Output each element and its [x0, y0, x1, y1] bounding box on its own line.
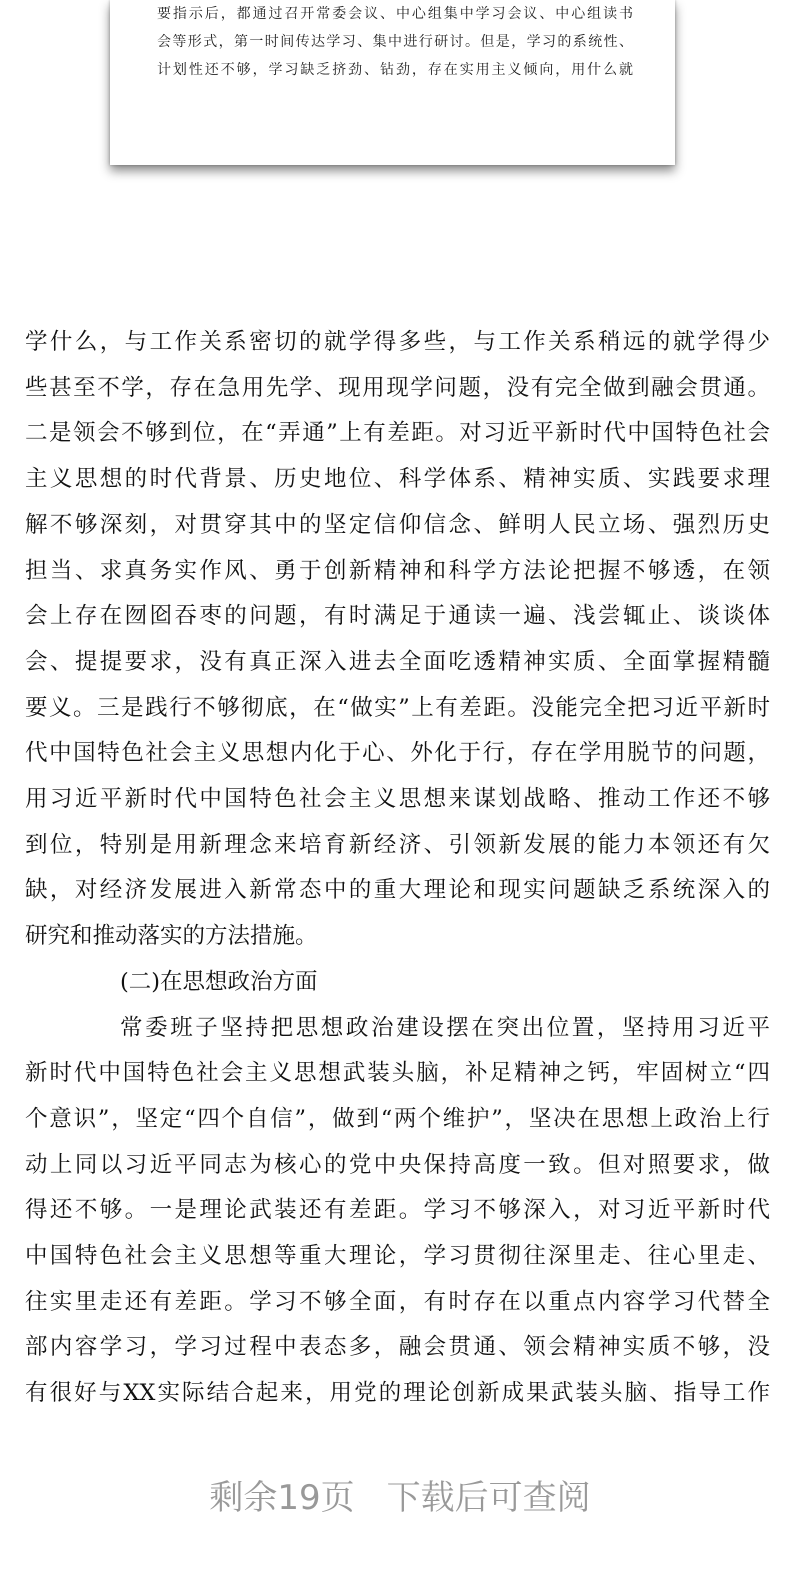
body-line: 代中国特色社会主义思想内化于心、外化于行，存在学用脱节的问题，: [25, 740, 770, 767]
body-line: 动上同以习近平同志为核心的党中央保持高度一致。但对照要求，做: [25, 1151, 770, 1178]
download-prompt[interactable]: [0, 1470, 800, 1519]
body-line: 常委班子坚持把思想政治建设摆在突出位置，坚持用习近平: [120, 1014, 770, 1041]
body-line: 会、提提要求，没有真正深入进去全面吃透精神实质、全面掌握精髓: [25, 648, 770, 675]
body-line: 用习近平新时代中国特色社会主义思想来谋划战略、推动工作还不够: [25, 786, 770, 812]
body-line: 学什么，与工作关系密切的就学得多些，与工作关系稍远的就学得少: [25, 329, 770, 355]
body-line: 要义。三是践行不够彻底，在“做实”上有差距。没能完全把习近平新时: [25, 694, 770, 721]
preview-page-card: [110, 0, 675, 165]
body-line: 主义思想的时代背景、历史地位、科学体系、精神实质、实践要求理: [25, 466, 770, 493]
body-line: 往实里走还有差距。学习不够全面，有时存在以重点内容学习代替全: [25, 1288, 770, 1315]
card-line: 要指示后，都通过召开常委会议、中心组集中学习会议、中心组读书: [157, 6, 633, 22]
body-line: 二是领会不够到位，在“弄通”上有差距。对习近平新时代中国特色社会: [25, 420, 770, 447]
body-line: 到位，特别是用新理念来培育新经济、引领新发展的能力本领还有欠: [25, 831, 770, 858]
body-line: 得还不够。一是理论武装还有差距。学习不够深入，对习近平新时代: [25, 1197, 770, 1224]
body-line: 部内容学习，学习过程中表态多，融会贯通、领会精神实质不够，没: [25, 1334, 770, 1361]
body-line: 个意识”，坚定“四个自信”，做到“两个维护”，坚决在思想上政治上行: [25, 1105, 770, 1132]
body-line: 会上存在囫囵吞枣的问题，有时满足于通读一遍、浅尝辄止、谈谈体: [25, 603, 770, 630]
remaining-pages-text: 剩余19页: [209, 1478, 355, 1518]
body-line: 解不够深刻，对贯穿其中的坚定信仰信念、鲜明人民立场、强烈历史: [25, 511, 770, 538]
section-heading: (二)在思想政治方面: [120, 968, 318, 995]
body-line: 担当、求真务实作风、勇于创新精神和科学方法论把握不够透，在领: [25, 557, 770, 584]
card-line: 会等形式，第一时间传达学习、集中进行研讨。但是，学习的系统性、: [157, 34, 633, 50]
body-line: 新时代中国特色社会主义思想武装头脑，补足精神之钙，牢固树立“四: [25, 1060, 770, 1087]
body-line: 中国特色社会主义思想等重大理论，学习贯彻往深里走、往心里走、: [25, 1243, 770, 1269]
card-line: 计划性还不够，学习缺乏挤劲、钻劲，存在实用主义倾向，用什么就: [157, 62, 633, 78]
body-line: 些甚至不学，存在急用先学、现用现学问题，没有完全做到融会贯通。: [25, 374, 770, 401]
body-line: 研究和推动落实的方法措施。: [25, 923, 318, 950]
download-to-view-text: 下载后可查阅: [386, 1478, 591, 1518]
body-line: 有很好与XX实际结合起来，用党的理论创新成果武装头脑、指导工作: [25, 1380, 770, 1407]
body-line: 缺，对经济发展进入新常态中的重大理论和现实问题缺乏系统深入的: [25, 877, 770, 904]
